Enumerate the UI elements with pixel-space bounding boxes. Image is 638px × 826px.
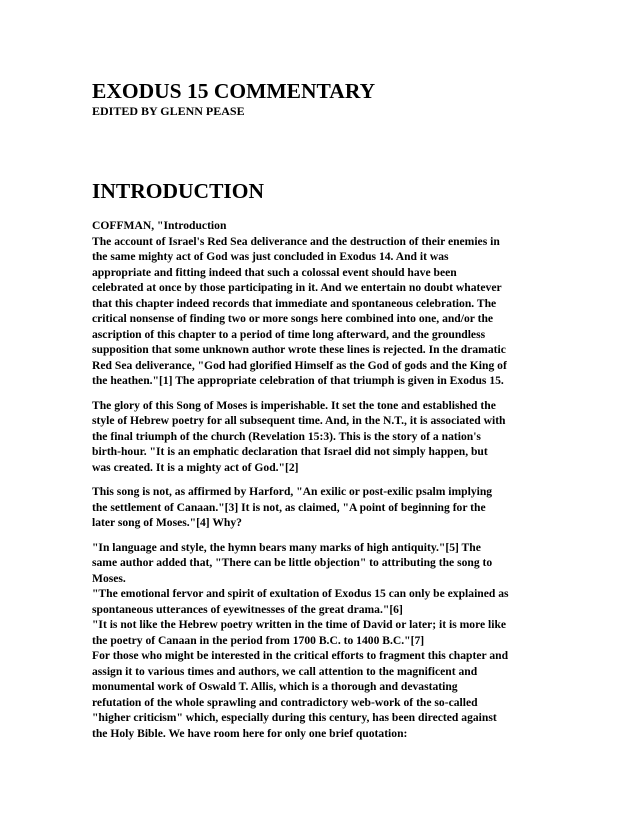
text-line: "The emotional fervor and spirit of exultation of Exodus 15 can only be explained as bbox=[92, 587, 509, 600]
text-line: supposition that some unknown author wrote these lines is rejected. In the dramatic bbox=[92, 343, 506, 356]
paragraph-gap bbox=[92, 531, 552, 540]
text-line: monumental work of Oswald T. Allis, which is a thorough and devastating bbox=[92, 680, 458, 693]
text-line: spontaneous utterances of eyewitnesses of the great drama."[6] bbox=[92, 602, 403, 616]
text-line: later song of Moses."[4] Why? bbox=[92, 516, 242, 529]
text-line: birth-hour. "It is an emphatic declaration that Israel did not simply happen, but bbox=[92, 445, 488, 458]
text-line: the heathen."[1] The appropriate celebration of that triumph is given in Exodus 15. bbox=[92, 374, 504, 387]
text-line: This song is not, as affirmed by Harford, "An exilic or post-exilic psalm implying bbox=[92, 485, 493, 498]
text-line: refutation of the whole sprawling and contradictory web-work of the so-called bbox=[92, 695, 478, 709]
text-line: the same mighty act of God was just concluded in Exodus 14. And it was bbox=[92, 250, 449, 263]
text-line: appropriate and fitting indeed that such a colossal event should have been bbox=[92, 265, 457, 279]
text-line: the settlement of Canaan."[3] It is not, as claimed, "A point of beginning for the bbox=[92, 500, 486, 514]
text-line: the poetry of Canaan in the period from 1700 B.C. to 1400 B.C."[7] bbox=[92, 633, 425, 647]
paragraph-gap bbox=[92, 389, 552, 398]
text-line: COFFMAN, "Introduction bbox=[92, 219, 227, 232]
paragraph bbox=[92, 218, 552, 389]
text-line: that this chapter indeed records that immediate and spontaneous celebration. The bbox=[92, 296, 497, 310]
commentary-body bbox=[92, 218, 552, 741]
text-line: "It is not like the Hebrew poetry written in the time of David or later; it is more like bbox=[92, 618, 507, 631]
text-line: Moses. bbox=[92, 571, 126, 585]
paragraph bbox=[92, 398, 552, 476]
text-line: style of Hebrew poetry for all subsequent time. And, in the N.T., it is associated with bbox=[92, 414, 506, 427]
text-line: same author added that, "There can be little objection" to attributing the song to bbox=[92, 556, 493, 569]
document-title: EXODUS 15 COMMENTARY bbox=[92, 79, 376, 103]
text-line: The account of Israel's Red Sea deliverance and the destruction of their enemies in bbox=[92, 234, 500, 248]
text-line: ascription of this chapter to a period of time long afterward, and the groundless bbox=[92, 327, 486, 341]
text-line: assign it to various times and authors, we call attention to the magnificent and bbox=[92, 664, 478, 678]
text-line: was created. It is a mighty act of God."[2] bbox=[92, 460, 299, 474]
text-line: Red Sea deliverance, "God had glorified Himself as the God of gods and the King of bbox=[92, 358, 507, 372]
text-line: critical nonsense of finding two or more songs here combined into one, and/or the bbox=[92, 312, 494, 325]
text-line: the final triumph of the church (Revelation 15:3). This is the story of a nation's bbox=[92, 429, 481, 443]
text-line: the Holy Bible. We have room here for only one brief quotation: bbox=[92, 726, 408, 740]
text-line: For those who might be interested in the critical efforts to fragment this chapter and bbox=[92, 649, 509, 662]
editor-credit: EDITED BY GLENN PEASE bbox=[92, 104, 245, 118]
text-line: "In language and style, the hymn bears many marks of high antiquity."[5] The bbox=[92, 540, 481, 554]
section-heading: INTRODUCTION bbox=[92, 179, 265, 203]
text-line: celebrated at once by those participating in it. And we entertain no doubt whatever bbox=[92, 281, 502, 294]
paragraph bbox=[92, 484, 552, 531]
text-line: "higher criticism" which, especially during this century, has been directed against bbox=[92, 711, 497, 724]
paragraph-gap bbox=[92, 475, 552, 484]
paragraph bbox=[92, 540, 552, 742]
text-line: The glory of this Song of Moses is imperishable. It set the tone and established the bbox=[92, 398, 496, 412]
